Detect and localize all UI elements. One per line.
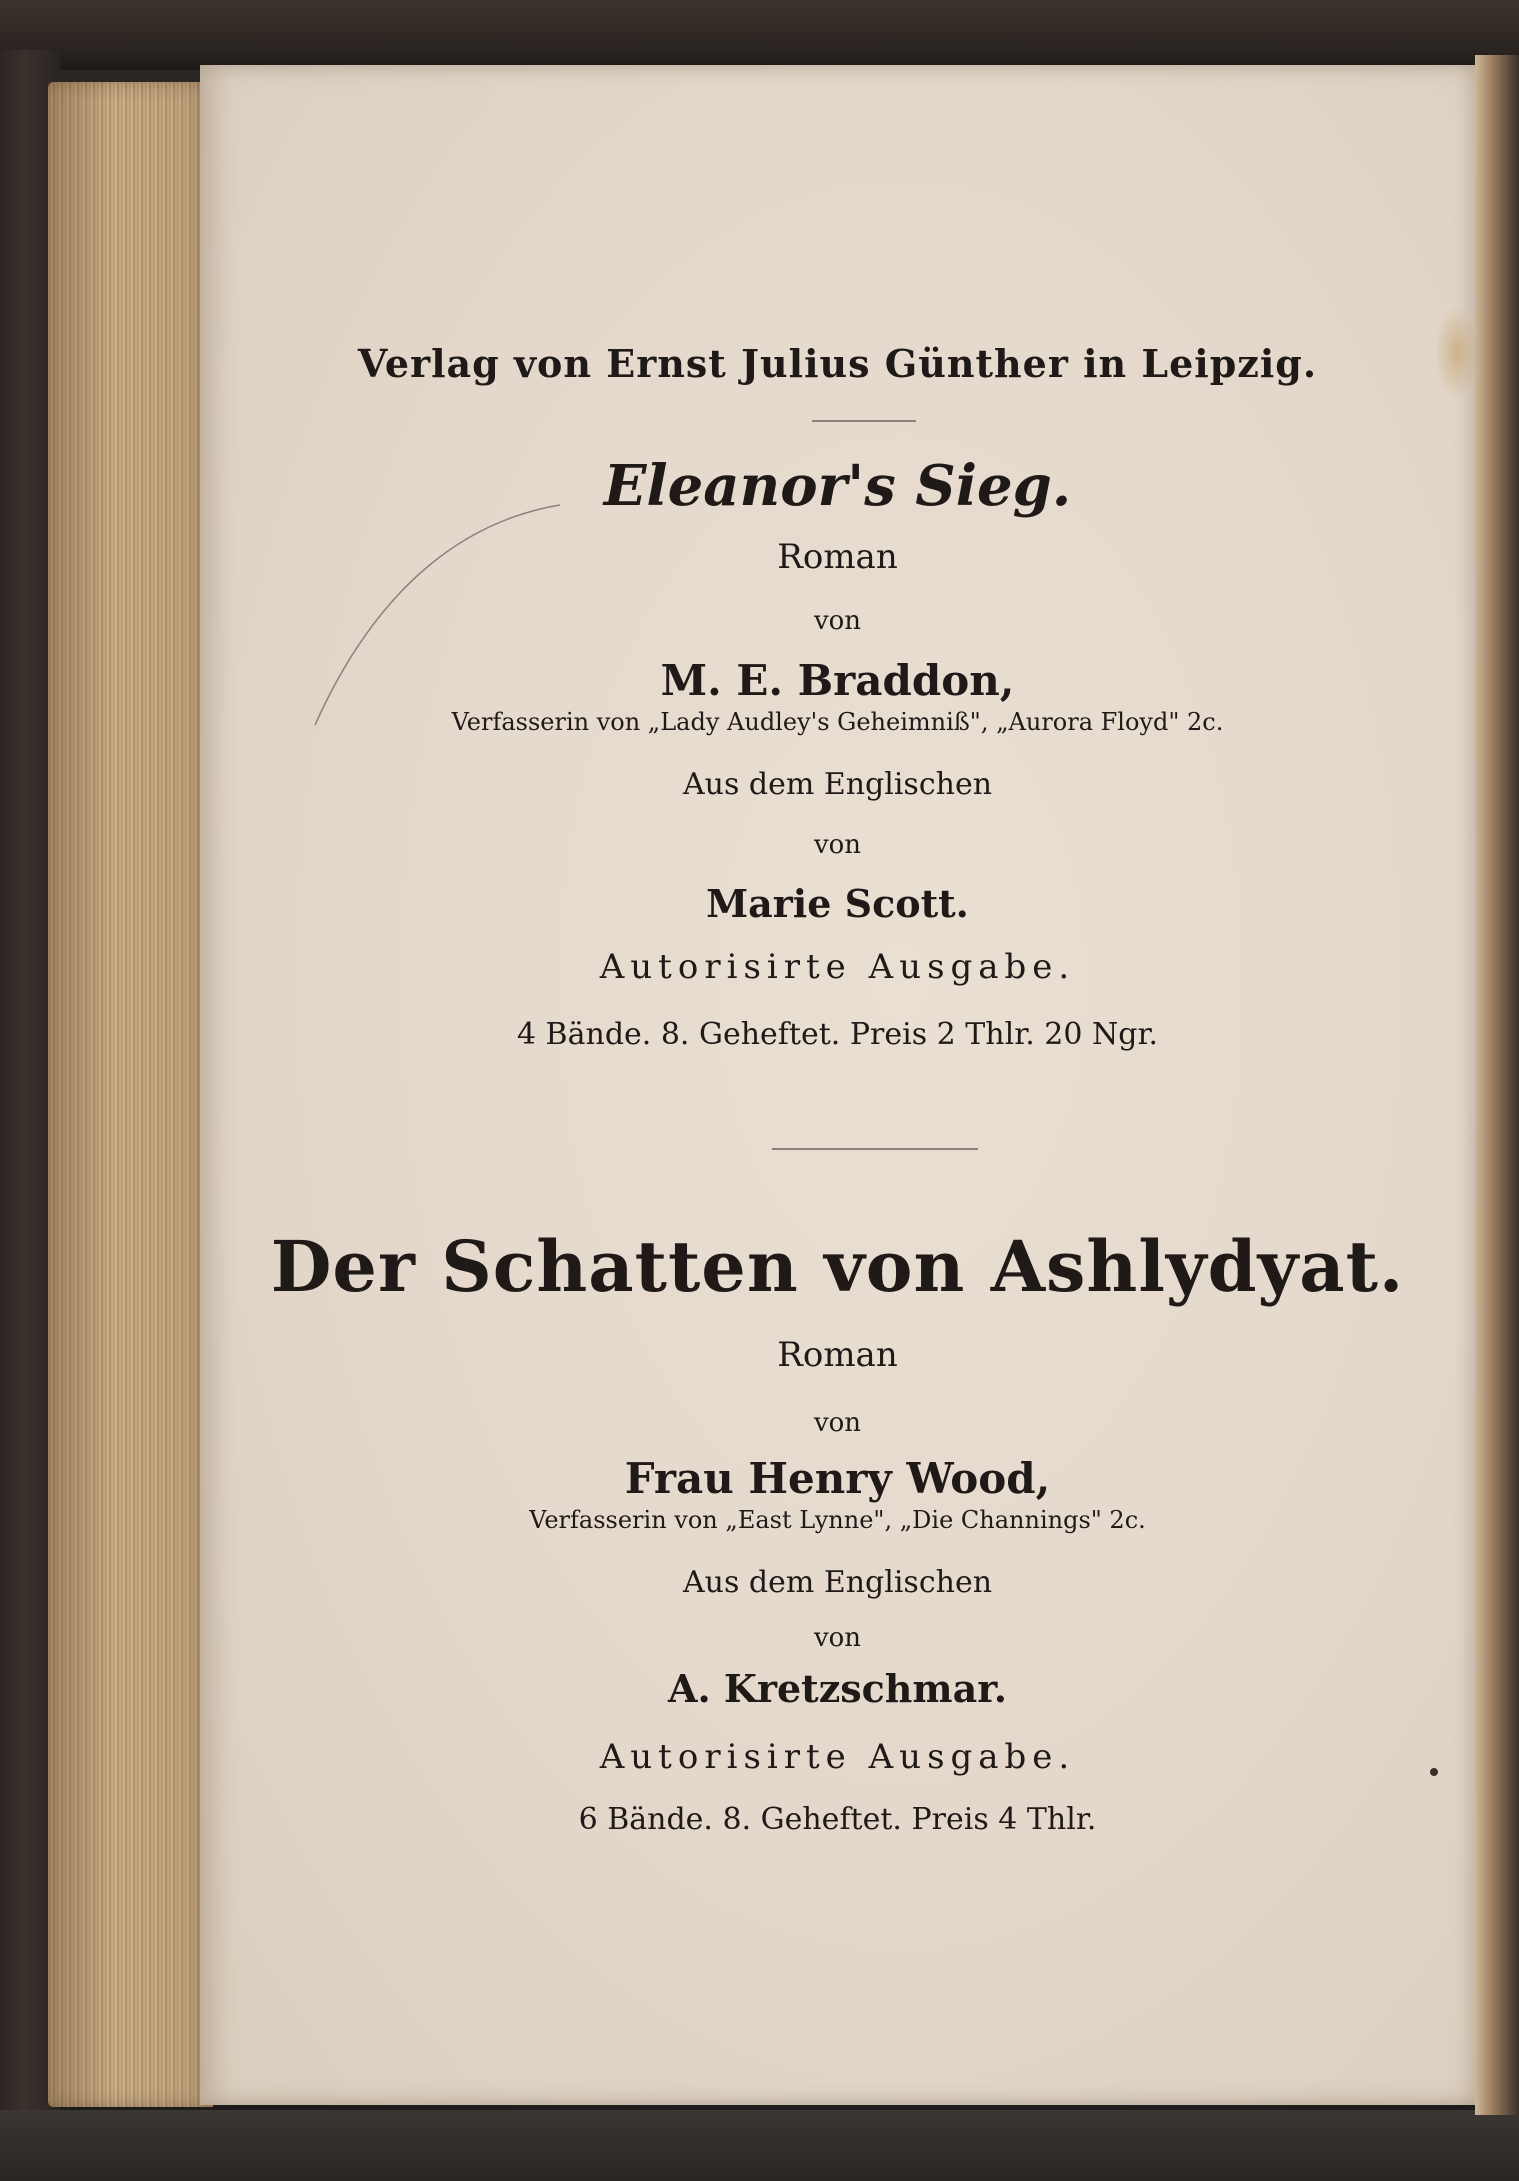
translator-name: A. Kretzschmar. — [667, 1666, 1008, 1711]
by-word: von — [813, 1408, 862, 1438]
genre-label: Roman — [777, 537, 898, 577]
translation-label: Aus dem Englischen — [682, 767, 993, 802]
price-line: 6 Bände. 8. Geheftet. Preis 4 Thlr. — [578, 1802, 1097, 1837]
book-title: Der Schatten von Ashlydyat. — [270, 1225, 1405, 1308]
book-cover-bottom — [0, 2110, 1519, 2181]
divider-rule — [812, 420, 916, 422]
author-note: Verfasserin von „East Lynne", „Die Channings" 2c. — [529, 1506, 1146, 1534]
edition-label: Autorisirte Ausgabe. — [599, 947, 1076, 987]
book-title: Eleanor's Sieg. — [603, 453, 1072, 519]
by-word: von — [813, 830, 862, 860]
translation-label: Aus dem Englischen — [682, 1565, 993, 1600]
price-line: 4 Bände. 8. Geheftet. Preis 2 Thlr. 20 Ngr. — [516, 1017, 1159, 1052]
publisher-line: Verlag von Ernst Julius Günther in Leipzig. — [357, 341, 1318, 386]
edition-label: Autorisirte Ausgabe. — [599, 1737, 1076, 1777]
translator-name: Marie Scott. — [706, 881, 969, 926]
author-name: Frau Henry Wood, — [624, 1454, 1051, 1503]
by-word: von — [813, 1623, 862, 1653]
author-name: M. E. Braddon, — [660, 656, 1015, 705]
book-right-edge — [1475, 55, 1519, 2115]
genre-label: Roman — [777, 1335, 898, 1375]
page-edges-shade — [48, 82, 213, 2107]
by-word: von — [813, 606, 862, 636]
ink-dot — [1430, 1768, 1438, 1776]
book-cover-top — [0, 0, 1519, 70]
author-note: Verfasserin von „Lady Audley's Geheimniß", „Aurora Floyd" 2c. — [451, 708, 1224, 736]
divider-rule — [772, 1148, 978, 1150]
